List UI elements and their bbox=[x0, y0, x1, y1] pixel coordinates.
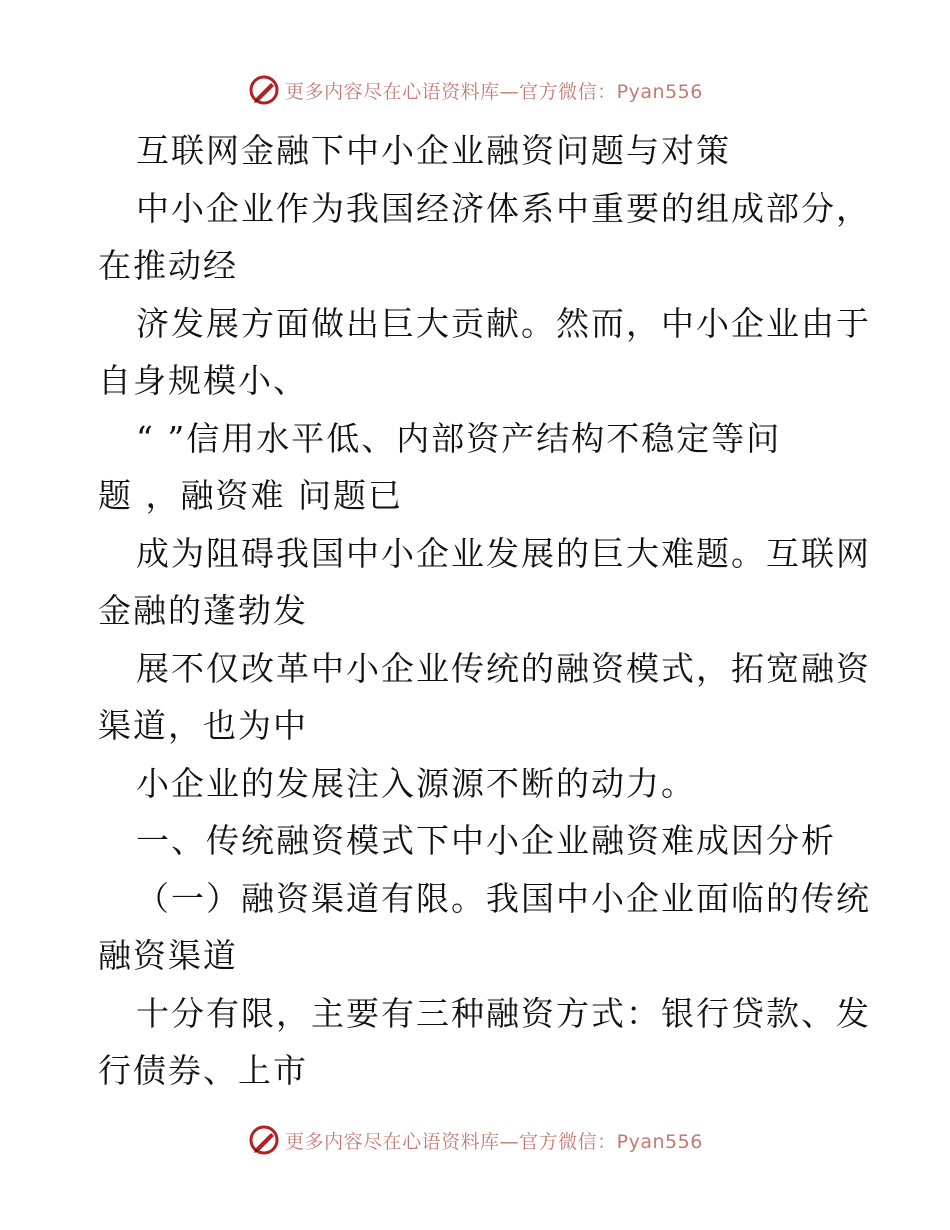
text-line: 十分有限，主要有三种融资方式：银行贷款、发 bbox=[136, 993, 871, 1033]
pen-logo-icon bbox=[247, 73, 281, 107]
text-line: 行债券、上市 bbox=[98, 1051, 308, 1090]
text-line: 自身规模小、 bbox=[98, 361, 308, 400]
pen-logo-icon bbox=[247, 1123, 281, 1157]
footer-banner bbox=[0, 1120, 950, 1160]
text-line: 金融的蓬勃发 bbox=[98, 591, 308, 630]
text-line: 中小企业作为我国经济体系中重要的组成部分， bbox=[136, 188, 871, 228]
document-body bbox=[98, 122, 871, 1100]
text-line: 成为阻碍我国中小企业发展的巨大难题。互联网 bbox=[136, 533, 871, 573]
text-line: 融资渠道 bbox=[98, 936, 238, 975]
document-title: 互联网金融下中小企业融资问题与对策 bbox=[136, 131, 731, 170]
section-heading: 一、传统融资模式下中小企业融资难成因分析 bbox=[136, 821, 836, 860]
header-banner bbox=[0, 70, 950, 110]
banner-text: 更多内容尽在心语资料库—官方微信：Pyan556 bbox=[285, 1130, 703, 1153]
text-line: （一）融资渠道有限。我国中小企业面临的传统 bbox=[136, 878, 871, 918]
text-line: 小企业的发展注入源源不断的动力。 bbox=[136, 763, 696, 803]
text-line: “ ”信用水平低、内部资产结构不稳定等问 bbox=[136, 418, 782, 458]
text-line: 渠道，也为中 bbox=[98, 706, 308, 745]
banner-text: 更多内容尽在心语资料库—官方微信：Pyan556 bbox=[285, 80, 703, 103]
text-line: 在推动经 bbox=[98, 246, 238, 285]
text-line: 展不仅改革中小企业传统的融资模式，拓宽融资 bbox=[136, 648, 871, 688]
text-line: 济发展方面做出巨大贡献。然而，中小企业由于 bbox=[136, 303, 871, 343]
text-line: 题 ，融资难 问题已 bbox=[98, 476, 403, 515]
